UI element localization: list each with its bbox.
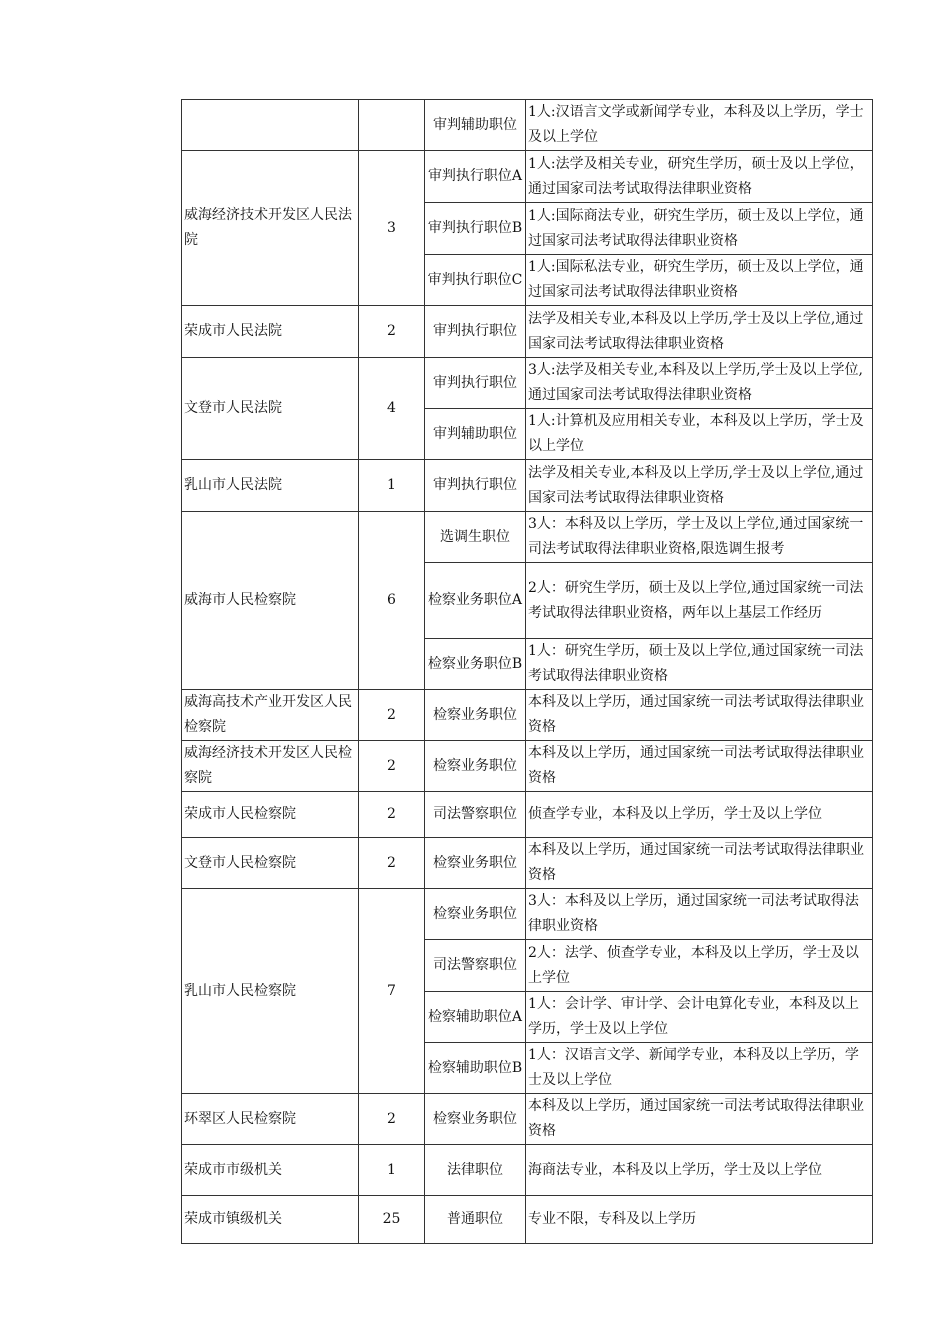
position-cell: 审判执行职位B [425,203,526,255]
headcount-cell: 1 [359,1145,425,1196]
requirement-cell: 本科及以上学历，通过国家统一司法考试取得法律职业资格 [526,690,873,741]
position-cell: 检察业务职位 [425,690,526,741]
unit-cell: 荣成市人民检察院 [182,792,359,838]
table-row [182,1145,873,1196]
requirement-cell: 2人：研究生学历，硕士及以上学位,通过国家统一司法考试取得法律职业资格，两年以上基层工作经历 [526,563,873,639]
table-row [182,838,873,889]
headcount-cell: 6 [359,512,425,690]
position-cell: 审判执行职位A [425,151,526,203]
table-row [182,889,873,940]
position-cell: 审判执行职位 [425,460,526,512]
position-cell: 审判辅助职位 [425,100,526,151]
unit-cell: 威海高技术产业开发区人民检察院 [182,690,359,741]
unit-cell: 荣成市镇级机关 [182,1196,359,1244]
unit-cell: 文登市人民法院 [182,358,359,460]
table-row [182,690,873,741]
position-cell: 司法警察职位 [425,792,526,838]
position-cell: 审判执行职位C [425,255,526,306]
requirement-cell: 1人:计算机及应用相关专业，本科及以上学历，学士及以上学位 [526,409,873,460]
table-row [182,460,873,512]
table-row [182,1196,873,1244]
recruitment-table [181,99,873,1244]
table-row [182,792,873,838]
requirement-cell: 1人:汉语言文学或新闻学专业，本科及以上学历，学士及以上学位 [526,100,873,151]
requirement-cell: 1人:国际商法专业，研究生学历，硕士及以上学位，通过国家司法考试取得法律职业资格 [526,203,873,255]
requirement-cell: 3人：本科及以上学历，学士及以上学位,通过国家统一司法考试取得法律职业资格,限选调生报考 [526,512,873,563]
unit-cell: 荣成市市级机关 [182,1145,359,1196]
position-cell: 检察业务职位A [425,563,526,639]
position-cell: 法律职位 [425,1145,526,1196]
requirement-cell: 1人:法学及相关专业，研究生学历，硕士及以上学位，通过国家司法考试取得法律职业资格 [526,151,873,203]
requirement-cell: 3人:法学及相关专业,本科及以上学历,学士及以上学位,通过国家司法考试取得法律职业资格 [526,358,873,409]
headcount-cell: 2 [359,690,425,741]
table-row [182,100,873,151]
requirement-cell: 法学及相关专业,本科及以上学历,学士及以上学位,通过国家司法考试取得法律职业资格 [526,460,873,512]
table-row [182,151,873,203]
position-cell: 检察业务职位B [425,639,526,690]
unit-cell: 乳山市人民检察院 [182,889,359,1094]
headcount-cell [359,100,425,151]
position-cell: 审判执行职位 [425,358,526,409]
table-row [182,358,873,409]
requirement-cell: 侦查学专业，本科及以上学历，学士及以上学位 [526,792,873,838]
headcount-cell: 25 [359,1196,425,1244]
position-cell: 检察业务职位 [425,889,526,940]
requirement-cell: 本科及以上学历，通过国家统一司法考试取得法律职业资格 [526,741,873,792]
unit-cell: 荣成市人民法院 [182,306,359,358]
requirement-cell: 本科及以上学历，通过国家统一司法考试取得法律职业资格 [526,838,873,889]
headcount-cell: 4 [359,358,425,460]
unit-cell: 乳山市人民法院 [182,460,359,512]
headcount-cell: 2 [359,1094,425,1145]
position-cell: 检察业务职位 [425,838,526,889]
headcount-cell: 3 [359,151,425,306]
headcount-cell: 2 [359,306,425,358]
requirement-cell: 1人：会计学、审计学、会计电算化专业，本科及以上学历，学士及以上学位 [526,992,873,1043]
position-cell: 选调生职位 [425,512,526,563]
headcount-cell: 7 [359,889,425,1094]
headcount-cell: 1 [359,460,425,512]
unit-cell: 环翠区人民检察院 [182,1094,359,1145]
position-cell: 审判执行职位 [425,306,526,358]
unit-cell: 威海经济技术开发区人民检察院 [182,741,359,792]
requirement-cell: 1人:国际私法专业，研究生学历，硕士及以上学位，通过国家司法考试取得法律职业资格 [526,255,873,306]
unit-cell: 威海经济技术开发区人民法院 [182,151,359,306]
position-cell: 检察业务职位 [425,741,526,792]
position-cell: 审判辅助职位 [425,409,526,460]
position-cell: 检察业务职位 [425,1094,526,1145]
table-body [182,100,873,1244]
headcount-cell: 2 [359,838,425,889]
position-cell: 检察辅助职位A [425,992,526,1043]
position-cell: 检察辅助职位B [425,1043,526,1094]
requirement-cell: 本科及以上学历，通过国家统一司法考试取得法律职业资格 [526,1094,873,1145]
position-cell: 普通职位 [425,1196,526,1244]
position-cell: 司法警察职位 [425,940,526,992]
unit-cell [182,100,359,151]
requirement-cell: 专业不限，专科及以上学历 [526,1196,873,1244]
requirement-cell: 3人：本科及以上学历，通过国家统一司法考试取得法律职业资格 [526,889,873,940]
table-row [182,1094,873,1145]
unit-cell: 威海市人民检察院 [182,512,359,690]
table-row [182,512,873,563]
requirement-cell: 2人：法学、侦查学专业，本科及以上学历，学士及以上学位 [526,940,873,992]
headcount-cell: 2 [359,741,425,792]
headcount-cell: 2 [359,792,425,838]
unit-cell: 文登市人民检察院 [182,838,359,889]
requirement-cell: 海商法专业，本科及以上学历，学士及以上学位 [526,1145,873,1196]
requirement-cell: 1人：汉语言文学、新闻学专业，本科及以上学历，学士及以上学位 [526,1043,873,1094]
table-row [182,741,873,792]
requirement-cell: 1人：研究生学历，硕士及以上学位,通过国家统一司法考试取得法律职业资格 [526,639,873,690]
requirement-cell: 法学及相关专业,本科及以上学历,学士及以上学位,通过国家司法考试取得法律职业资格 [526,306,873,358]
table-row [182,306,873,358]
